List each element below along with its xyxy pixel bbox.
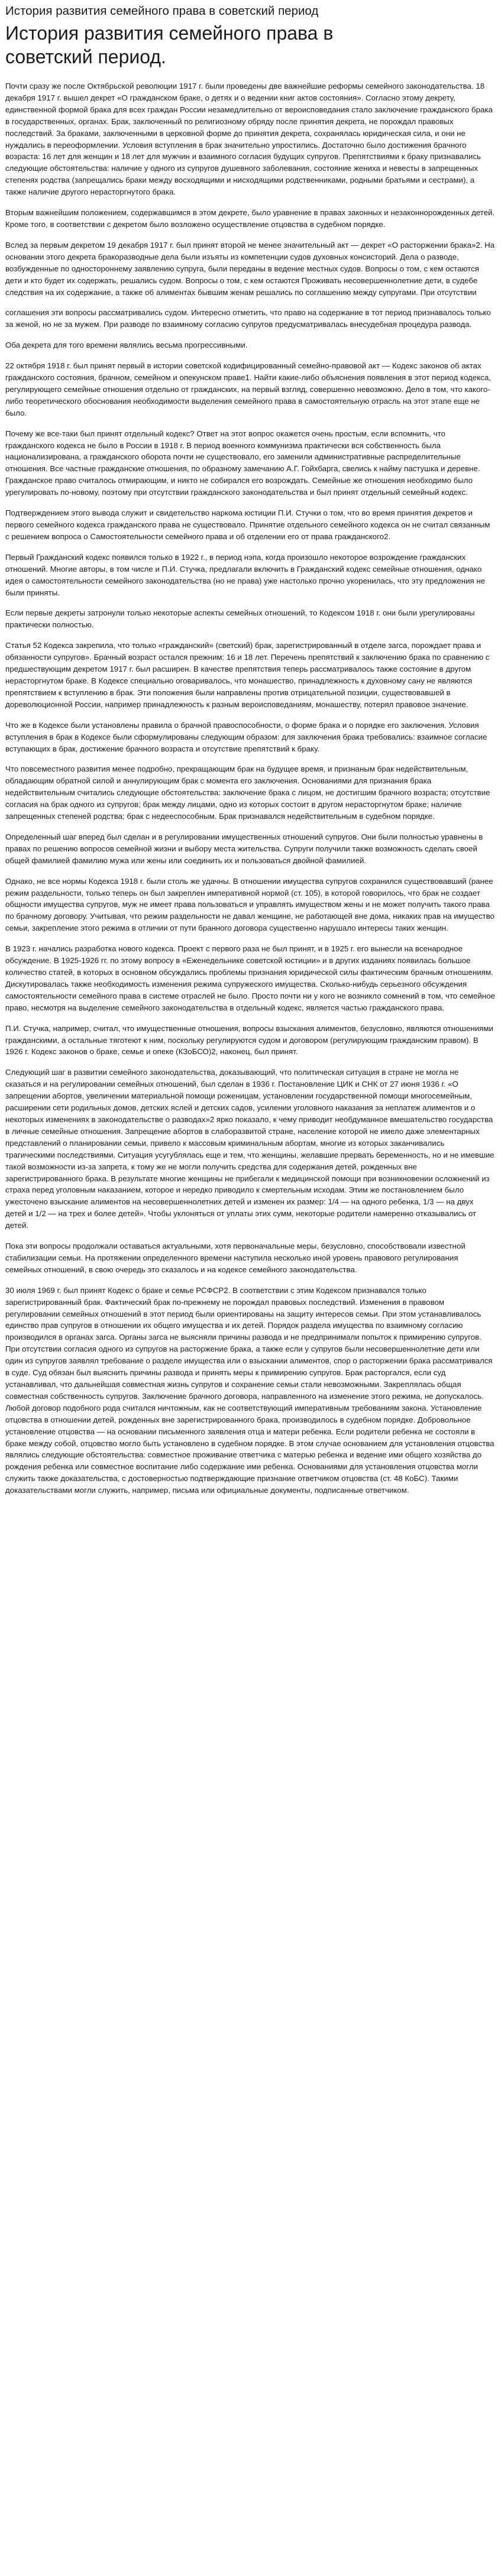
paragraph: В 1923 г. начались разработка нового кодекса. Проект с первого раза не был принят, и в 1925 г. его вынесли на всенародное обсуждение. В 1925-1926 гг. по этому вопросу в «Еженедельнике советской юстиции» и в других изданиях появилась большое количество статей, в которых в основном обсуждались проблемы признания юридической силы фактическим брачным отношениям. Дискутировалась также необходимость изменения режима супружеского имущества. Сколько-нибудь серьезного обсуждения самостоятельности семейного права в системе отраслей не было. Просто почти ни у кого не возникло сомнений в том, что семейное право, несмотря на выделение семейного законодательства в отдельный кодекс, является частью гражданского права. xyxy=(5,944,495,1012)
paragraph: Оба декрета для того времени являлись весьма прогрессивными. xyxy=(5,341,248,350)
paragraph: Почти сразу же после Октябрьской революции 1917 г. были проведены две важнейшие реформы семейного законодательства. 18 декабря 1917 г. вышел декрет «О гражданском браке, о детях и о ведении книг актов состояния». Согласно этому декрету, единственной формой брака для всех граждан России незамедлительно от вероисповедания стало заключение гражданского брака в государственных, органах. Брак, заключенный по религиозному обряду после принятия декрета, не порождал правовых последствий. За браками, заключенными в церковной форме до принятия декрета, сохранялась юридическая сила, и они не нуждались в переоформлении. Условия вступления в брак значительно упростились. Достаточно было достижения брачного возраста: 16 лет для женщин и 18 лет для мужчин и взаимного согласия будущих супругов. Препятствиями к браку признавались следующие обстоятельства: наличие у одного из супругов душевного заболевания, состояние жениха и невесты в запрещенных степенях родства (запрещались браки между восходящими и нисходящими родственниками, родными братьями и сестрами), а также наличие другого нерасторгнутого брака. xyxy=(5,82,493,197)
paragraph: Пока эти вопросы продолжали оставаться актуальными, хотя первоначальные меры, безусловно, способствовали известной стабилизации семьи. На протяжении определенного времени наступила несколько иной уровень правового регулирования семейных отношений, в свою очередь это сказалось и на кодексе семейного законодательства. xyxy=(5,1242,466,1274)
article-title: История развития семейного права в советский период. xyxy=(5,22,334,67)
paragraph: Что же в Кодексе были установлены правила о брачной правоспособности, о форме брака и о порядке его заключения. Условия вступления в брак в Кодексе были сформулированы следующим образом: для заключения брака требовались: взаимное согласие вступающих в брак, достижение брачного возраста и отсутствие препятствий к браку. xyxy=(5,720,487,753)
paragraph: П.И. Стучка, например, считал, что имущественные отношения, вопросы взыскания алиментов, безусловно, являются отношениями гражданскими, а остальные тяготеют к ним, поскольку регулируются судом и договором (регулирующим гражданским правом). В 1926 г. Кодекс законов о браке, семье и опеке (КЗоБСО)2, наконец, был принят. xyxy=(5,1023,493,1057)
paragraph: Следующий шаг в развитии семейного законодательства, доказывающий, что политическая ситуация в стране не могла не сказаться и на регулировании семейных отношений, был сделан в 1936 г. Постановление ЦИК и СНК от 27 июня 1936 г. «О запрещении абортов, увеличении материальной помощи роженицам, установлении государственной помощи многосемейным, расширении сети родильных домов, детских яслей и детских садов, усилении уголовного наказания за неплатеж алиментов и о некоторых изменениях в законодательстве о разводах»2 ярко показало, к чему приводит необдуманное вмешательство государства в личные семейные отношения. Запрещение абортов в слаборазвитой стране, население которой не имело даже элементарных представлений о планировании семьи, привело к массовым криминальным абортам, многие из которых заканчивались трагическими последствиями. Ситуация усугублялась еще и тем, что женщины, желавшие прервать беременность, но и не имевшие такой возможности из-за запрета, к тому же не могли получить средства для содержания детей, рожденных вне зарегистрированного брака. В результате многие женщины не прибегали к медицинской помощи при возникновении осложнений из страха перед уголовным наказанием, которое и нередко приводило к смертельным исходам. Этим же постановлением было ужесточено взыскание алиментов на несовершеннолетних детей и изменен их размер: 1/4 — на одного ребенка, 1/3 — на двух детей и 1/2 — на трех и более детей». Чтобы уклоняться от уплаты этих сумм, некоторые родители намеренно отказывались от детей. xyxy=(5,1068,494,1230)
paragraph: 22 октября 1918 г. был принят первый в истории советской кодифицированный семейно-правовой акт — Кодекс законов об актах гражданского состояния, брачном, семейном и опекунском праве1. Найти какие-либо объяснения появления в этот период кодекса, регулирующего семейные отношения отдельно от гражданских, на первый взгляд, совершенно невозможно. Дело в том, что какого-либо теоретического обоснования необходимости выделения семейного права в самостоятельную отрасль на этот этапе еще не было. xyxy=(5,361,491,417)
article-body xyxy=(5,80,496,1496)
paragraph: Первый Гражданский кодекс появился только в 1922 г., в период нэпа, когда произошло некоторое возрождение гражданских отношений. Многие авторы, в том числе и П.И. Стучка, предлагали включить в Гражданский кодекс семейные отношения, однако идея о самостоятельности семейного законодательства (но не права) уже настолько прочно укоренилась, что эту предложения не были приняты. xyxy=(5,552,486,597)
paragraph: Если первые декреты затронули только некоторые аспекты семейных отношений, то Кодексом 1918 г. они были урегулированы практически полностью. xyxy=(5,608,475,630)
paragraph: Вслед за первым декретом 19 декабря 1917 г. был принят второй не менее значительный акт — декрет «О расторжении брака»2. На основании этого декрета бракоразводные дела были изъяты из компетенции судов духовных консисторий. Дела о разводе, возбужденные по одностороннему заявлению супруга, были переданы в ведение местных судов. Вопросы о том, с кем остаются дети и кто будет их содержать, решались судом. Вопросы о том, с кем остаются Проживать несовершеннолетние дети, в судебе следствия на их содержание, а также об алиментах бывшим женам решались по соглашению между супругами. При отсутствии xyxy=(5,240,495,297)
paragraph: 30 июля 1969 г. был принят Кодекс о браке и семье РСФСР2. В соответствии с этим Кодексом признавался только зарегистрированный брак. Фактический брак по-прежнему не порождал правовых последствий. Изменения в правовом регулировании семейных отношений в этот период были ориентированы на защиту интересов семьи. При этом устанавливалось единство прав супругов в отношении их общего имущества и их детей. Порядок раздела имущества по взаимному согласию производился в органах загса. Органы загса не выясняли причины развода и не предпринимали попыток к примирению супругов. При отсутствии согласия одного из супругов на расторжение брака, а также если у супругов были несовершеннолетние дети или один из супругов заявлял требование о разделе имущества или о взыскании алиментов, спор о расторжении брака рассматривался в суде. Суд обязан был выяснить причины развода и принять меры к примирению супругов. Брак расторгался, если суд устанавливал, что дальнейшая совместная жизнь супругов и сохранение семьи стали невозможными. Закреплялась общая совместная собственность супругов. Заключение брачного договора, направленного на изменение этого режима, не допускалось. Любой договор подобного рода считался ничтожным, как не соответствующий императивным требованиям закона. Установление отцовства в отношении детей, рожденных вне зарегистрированного брака, производилось в судебном порядке. Добровольное установление отцовства — на основании письменного заявления отца и матери ребенка. Если родители ребенка не состояли в браке между собой, отцовство могло быть установлено в судебном порядке. В этом случае основанием для установления отцовства являлись следующие обстоятельства: совместное проживание ответчика с матерью ребенка и ведение ими общего хозяйства до рождения ребенка или совместное воспитание либо содержание ими ребенка. Основаниями для установления отцовства могли служить также доказательства, с достоверностью подтверждающие признание ответчиком отцовства (ст. 48 КоБС). Такими доказательствами могли служить, например, письма или официальные документы, подписанные ответчиком. xyxy=(5,1285,494,1495)
paragraph: Что повсеместного развития менее подробно, прекращающим брак на будущее время, и признаным брак недействительным, обладающим обратной силой и аннулирующим брак с момента его заключения. Основаниями для признания брака недействительным считались следующие обстоятельства: заключение брака с лицом, не достигшим брачного возраста; отсутствие согласия на брак одного из супругов; брак между лицами, одно из которых состоит в другом нерасторгнутом браке; наличие запрещенных степеней родства; брак с недееспособным. Брак признавался недействительным в судебном порядке. xyxy=(5,764,490,821)
paragraph: Почему же все-таки был принят отдельный кодекс? Ответ на этот вопрос окажется очень простым, если вспомнить, что гражданского кодекса не было в России в 1918 г. В период военного коммунизма практически вся собственность была национализирована, а гражданского оборота почти не существовало, его заменили административные распределительные отношения. Все частные гражданские отношения, по образному замечанию А.Г. Гойхбарга, свелись к найму пастушка и деревне. Гражданское право считалось отмирающим, и никто не собирался его возрождать. Семейные же отношения необходимо было урегулировать по-новому, поэтому при отсутствии гражданского законодательства и был принят отдельный семейный кодекс. xyxy=(5,429,480,497)
paragraph: соглашения эти вопросы рассматривались судом. Интересно отметить, что право на содержание в тот период признавалось только за женой, но не за мужем. При разводе по взаимному согласию супругов предусматривалась внесудебная процедура развода. xyxy=(5,308,491,329)
document-header-title: История развития семейного права в советский период xyxy=(5,4,319,18)
paragraph: Статья 52 Кодекса закрепила, что только «гражданский» (светский) брак, зарегистрированный в отделе загса, порождает права и обязанности супругов». Брачный возраст остался прежним: 16 и 18 лет. Перечень препятствий к заключению брака по сравнению с предшествующим декретом 1917 г. был расширен. В качестве препятствия теперь рассматривалось также состояние в другом нерасторгнутом браке. В Кодексе специально оговаривалось, что монашество, принадлежность к духовному сану не являются препятствием к вступлению в брак. Эти положения были направлены против отрицательной позиции, существовавшей в дореволюционной России, например принадлежность к разным вероисповеданиям, монашеству, потерял правовое значение. xyxy=(5,641,490,709)
paragraph: Вторым важнейшим положением, содержавшимся в этом декрете, было уравнение в правах законных и незаконнорожденных детей. Кроме того, в соответствии с декретом было возложено осуществление отцовства в судебном порядке. xyxy=(5,208,495,229)
paragraph: Однако, не все нормы Кодекса 1918 г. были столь же удачны. В отношении имущества супругов сохранился существовавший (ранее режим раздельности, только теперь он был закреплен императивной нормой (ст. 105), в которой говорилось, что брак не создает общности имущества супругов, муж не имеет права пользоваться и управлять имуществом жены и не может получить такого права по брачному договору. Учитывая, что режим раздельности не давал женщине, не работающей вне дома, никаких прав на имущество семьи, закрепление этого режима в отличии от пути бранного договора существенно нарушало интересы таких женщин. xyxy=(5,876,494,933)
paragraph: Подтверждением этого вывода служит и свидетельство наркома юстиции П.И. Стучки о том, что во время принятия декретов и первого семейного кодекса гражданского права не существовало. Принятие отдельного семейного кодекса он не считал связанным с решением вопроса о Самостоятельности семейного права и об отделении его от права гражданского2. xyxy=(5,508,490,541)
paragraph: Определенный шаг вперед был сделан и в регулировании имущественных отношений супругов. Они были полностью уравнены в правах по решению вопросов семейной жизни и выбору места жительства. Супруги получили также возможность сделать своей общей фамилией фамилию мужа или жены или соединить их и пользоваться двойной фамилией. xyxy=(5,832,483,865)
